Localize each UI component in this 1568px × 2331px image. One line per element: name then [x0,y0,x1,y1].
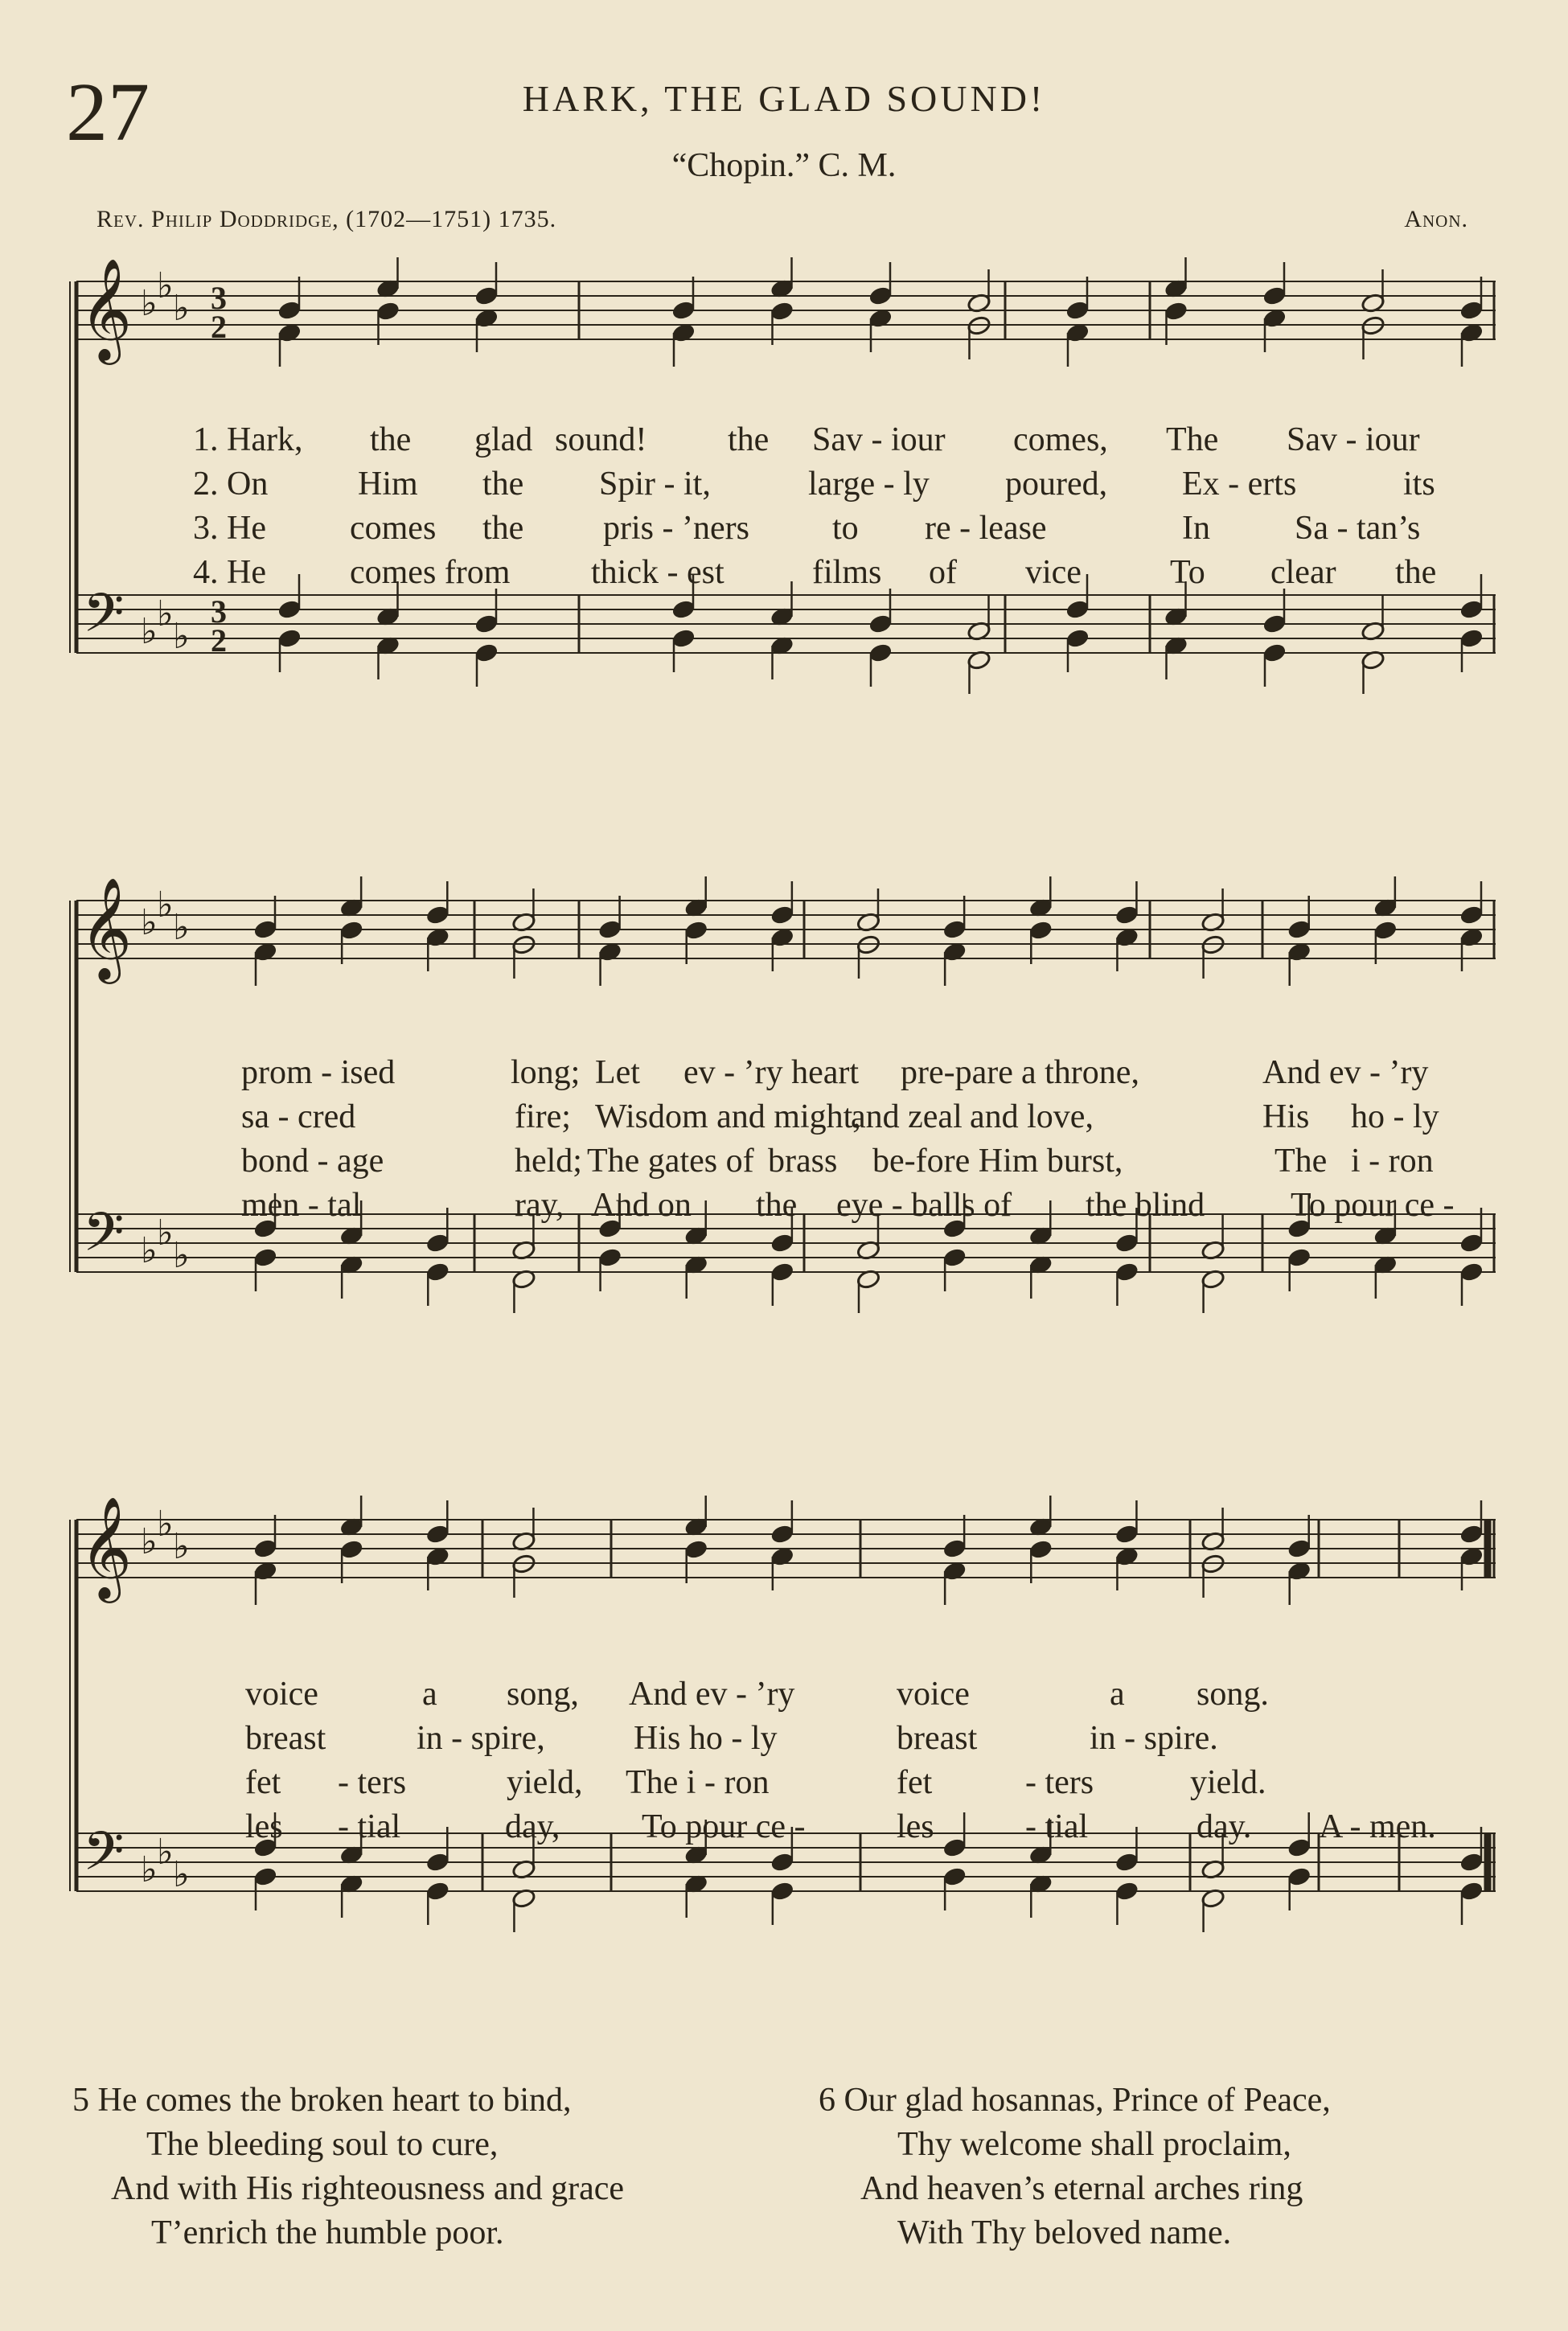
bass-clef-icon: 𝄢 [83,582,125,657]
flat-icon: ♭ [141,1849,158,1890]
lyric-syllable: poured, [1005,466,1108,503]
bass-clef-icon: 𝄢 [83,1201,125,1276]
time-signature-bottom: 2 [211,622,227,659]
lyric-syllable: a [1110,1676,1125,1713]
flat-icon: ♭ [157,265,174,306]
lyric-syllable: thick - est [591,554,724,591]
flat-icon: ♭ [141,611,158,652]
lyric-syllable: in - spire. [1090,1720,1218,1757]
lyric-syllable: a [422,1676,437,1713]
lyric-syllable: ho - ly [1351,1098,1439,1135]
lyric-syllable: Sa - tan’s [1295,510,1421,547]
verse-number: 6 [819,2082,835,2119]
lyric-syllable: brass [768,1143,838,1180]
flat-icon: ♭ [157,593,174,634]
lyric-syllable: song. [1197,1676,1269,1713]
extra-verse-5 [72,2079,624,2255]
lyric-syllable: clear [1270,554,1336,591]
hymn-title: HARK, THE GLAD SOUND! [522,78,1046,119]
verse-line: And with His righteousness and grace [111,2170,625,2207]
lyric-syllable: les [897,1808,934,1845]
flat-icon: ♭ [141,1521,158,1562]
lyric-syllable: eye - balls of [836,1187,1012,1224]
lyric-syllable: the [482,510,524,547]
flat-icon: ♭ [173,1526,190,1567]
lyric-syllable: The gates of [587,1143,754,1180]
lyric-syllable: Him [358,466,418,503]
lyric-syllable: - ters [338,1764,407,1801]
lyric-syllable: And ev - ’ry [1262,1054,1429,1091]
lyric-syllable: In [1182,510,1210,547]
lyric-syllable: re - lease [925,510,1047,547]
lyric-syllable: les [245,1808,283,1845]
lyric-syllable: the [728,421,770,458]
lyric-syllable: prom - ised [241,1054,396,1091]
flat-icon: ♭ [141,902,158,943]
lyric-syllable: the [756,1187,798,1224]
lyric-syllable: 1. Hark, [193,421,303,458]
verse-line: The bleeding soul to cure, [146,2126,499,2163]
lyric-syllable: large - ly [808,466,930,503]
flat-icon: ♭ [173,616,190,657]
lyric-syllable: bond - age [241,1143,384,1180]
lyric-syllable: voice [245,1676,318,1713]
lyric-syllable: And on [591,1187,692,1224]
lyric-syllable: held; [515,1143,582,1180]
flat-icon: ♭ [173,907,190,948]
flat-icon: ♭ [141,1230,158,1271]
treble-clef-icon: 𝄞 [80,876,133,979]
lyric-syllable: the [482,466,524,503]
lyric-syllable: Sav - iour [1287,421,1420,458]
extra-verse-6 [819,2079,1331,2255]
lyric-syllable: breast [897,1720,978,1757]
lyric-syllable: - tial [338,1808,401,1845]
lyric-syllable: vice [1025,554,1082,591]
lyric-syllable: fire; [515,1098,571,1135]
bass-clef-icon: 𝄢 [83,1820,125,1895]
lyric-syllable: day. [1197,1808,1252,1845]
lyric-syllable: be-fore Him burst, [872,1143,1123,1180]
lyric-syllable: The [1166,421,1219,458]
lyric-syllable: the blind [1086,1187,1205,1224]
lyric-syllable: 4. He [193,554,266,591]
flat-icon: ♭ [173,288,190,329]
lyric-syllable: The i - ron [626,1764,770,1801]
lyric-syllable: yield. [1190,1764,1266,1801]
verse-line: With Thy beloved name. [897,2214,1232,2251]
lyric-syllable: ray, [515,1187,564,1224]
lyric-syllable: a throne, [1021,1054,1139,1091]
composer-credit: Anon. [1404,206,1468,232]
lyric-syllable: breast [245,1720,326,1757]
verse-line: He comes the broken heart to bind, [97,2082,572,2119]
lyric-syllable: voice [897,1676,970,1713]
lyric-syllable: the [1395,554,1437,591]
lyric-syllable: song, [507,1676,579,1713]
lyric-syllable: To [1170,554,1205,591]
lyric-syllable: - ters [1025,1764,1094,1801]
flat-icon: ♭ [173,1854,190,1895]
verse-line: Our glad hosannas, Prince of Peace, [844,2082,1331,2119]
verse-line: And heaven’s eternal arches ring [860,2170,1303,2207]
lyric-syllable: sa - cred [241,1098,356,1135]
hymn-number: 27 [66,66,150,158]
lyric-syllable: pre-pare [901,1054,1013,1091]
music-system-3 [0,1496,1568,2042]
verse-line: T’enrich the humble poor. [151,2214,504,2251]
lyric-syllable: To pour ce - [1291,1187,1455,1224]
lyric-syllable: 2. On [193,466,269,503]
time-signature-bottom: 2 [211,309,227,345]
lyric-syllable: Ex - erts [1182,466,1297,503]
lyric-syllable: Spir - it, [599,466,711,503]
lyric-syllable: its [1403,466,1435,503]
lyric-syllable: His ho - ly [634,1720,778,1757]
lyric-syllable: Sav - iour [812,421,946,458]
lyric-syllable: yield, [507,1764,583,1801]
verse-number: 5 [72,2082,89,2119]
lyric-syllable: comes [350,510,437,547]
lyric-syllable: - tial [1025,1808,1089,1845]
flat-icon: ♭ [157,1504,174,1545]
treble-clef-icon: 𝄞 [80,1496,133,1598]
tune-name: “Chopin.” C. M. [671,147,897,184]
treble-clef-icon: 𝄞 [80,257,133,360]
lyric-syllable: films [812,554,882,591]
flat-icon: ♭ [141,283,158,324]
lyric-syllable: A - men. [1319,1808,1436,1845]
lyric-syllable: and zeal [851,1098,963,1135]
flat-icon: ♭ [157,1213,174,1254]
lyric-syllable: 3. He [193,510,266,547]
verse-line: Thy welcome shall proclaim, [897,2126,1291,2163]
lyric-syllable: glad [474,421,533,458]
lyric-syllable: to [832,510,859,547]
lyric-syllable: And ev - ’ry [629,1676,795,1713]
lyric-syllable: comes, [1013,421,1108,458]
flat-icon: ♭ [157,1832,174,1873]
lyric-syllable: i - ron [1351,1143,1434,1180]
lyric-syllable: Wisdom and might, [595,1098,861,1135]
lyric-syllable: The [1275,1143,1328,1180]
lyric-syllable: in - spire, [417,1720,545,1757]
lyric-syllable: ev - ’ry heart [683,1054,860,1091]
lyric-syllable: pris - ’ners [603,510,749,547]
lyric-syllable: fet [245,1764,281,1801]
lyric-syllable: sound! [555,421,647,458]
lyric-syllable: long; [511,1054,581,1091]
time-signature-top: 3 [211,280,227,316]
flat-icon: ♭ [157,884,174,925]
flat-icon: ♭ [173,1235,190,1276]
lyric-syllable: and love, [970,1098,1094,1135]
lyric-syllable: men - tal [241,1187,362,1224]
author-credit: Rev. Philip Doddridge, (1702—1751) 1735. [96,206,557,232]
lyric-syllable: day, [505,1808,560,1845]
lyric-syllable: the [370,421,412,458]
lyric-syllable: of [929,554,957,591]
lyric-syllable: To pour ce - [642,1808,806,1845]
lyric-syllable: comes from [350,554,511,591]
time-signature-top: 3 [211,593,227,630]
lyric-syllable: fet [897,1764,933,1801]
lyric-syllable: His [1262,1098,1310,1135]
lyric-syllable: Let [595,1054,640,1091]
